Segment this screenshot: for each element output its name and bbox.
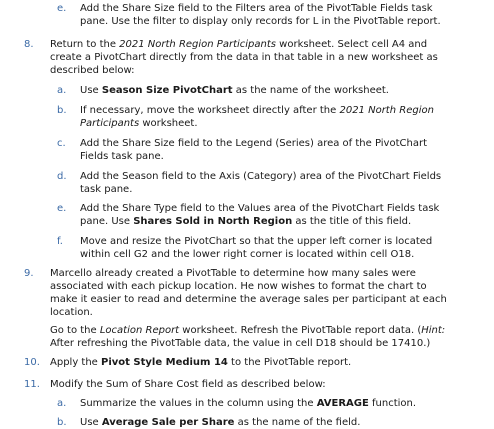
item-text	[80, 84, 470, 97]
item-number: e.	[57, 3, 67, 14]
italic-term: 2021 North Region Participants	[119, 39, 276, 50]
item-number: e.	[57, 203, 67, 214]
text-line: Add the Season field to the Axis (Category) area of the PivotChart Fields	[80, 171, 442, 182]
text-line: Marcello already created a PivotTable to determine how many sales were	[50, 268, 416, 279]
bold-term: Pivot Style Medium 14	[101, 357, 228, 368]
italic-term: Hint:	[421, 325, 446, 336]
item-text	[80, 170, 470, 196]
text-line: Fields task pane.	[80, 151, 164, 162]
text-line: within cell G2 and the lower right corner is located within cell O18.	[80, 249, 415, 260]
item-number: 9.	[24, 268, 34, 279]
item-text	[80, 235, 470, 261]
text-line: Modify the Sum of Share Cost field as described below:	[50, 379, 326, 390]
item-number: a.	[57, 85, 67, 96]
text-line: task pane.	[80, 184, 133, 195]
item-number: 8.	[24, 39, 34, 50]
text-line: pane. Use the filter to display only records for L in the PivotTable report.	[80, 16, 441, 27]
text-line: Summarize the values in the column using the AVERAGE function.	[80, 398, 417, 409]
item-number: b.	[57, 417, 67, 428]
item-number: 11.	[24, 379, 40, 390]
text-line: pane. Use Shares Sold in North Region as the title of this field.	[80, 216, 412, 227]
italic-term: Location Report	[99, 325, 180, 336]
item-number: f.	[57, 236, 63, 247]
item-number: a.	[57, 398, 67, 409]
item-text	[80, 397, 470, 410]
item-text	[80, 202, 470, 228]
item-number: c.	[57, 138, 66, 149]
text-line: Use Average Sale per Share as the name of the field.	[80, 417, 361, 428]
text-line: make it easier to read and determine the average sales per participant at each	[50, 294, 447, 305]
item-text	[50, 324, 470, 350]
text-line: location.	[50, 307, 93, 318]
bold-term: Average Sale per Share	[101, 417, 235, 428]
text-line: After refreshing the PivotTable data, the value in cell D18 should be 17410.)	[50, 338, 431, 349]
item-number: b.	[57, 105, 67, 116]
text-line: Go to the Location Report worksheet. Refresh the PivotTable report data. (Hint:	[50, 325, 446, 336]
text-line: Add the Share Size field to the Legend (Series) area of the PivotChart	[80, 138, 427, 149]
text-line: Use Season Size PivotChart as the name of the worksheet.	[80, 85, 389, 96]
text-line: Add the Share Type field to the Values area of the PivotChart Fields task	[80, 203, 440, 214]
text-line: create a PivotChart directly from the data in that table in a new worksheet as	[50, 52, 438, 63]
text-line: associated with each pickup location. He now wishes to format the chart to	[50, 281, 427, 292]
item-text	[80, 416, 470, 429]
item-text	[50, 267, 470, 319]
text-line: Apply the Pivot Style Medium 14 to the PivotTable report.	[50, 357, 352, 368]
item-text	[50, 356, 470, 369]
item-number: d.	[57, 171, 67, 182]
item-number: 10.	[24, 357, 40, 368]
item-text	[50, 38, 470, 77]
item-text	[80, 137, 470, 163]
item-text	[50, 378, 470, 391]
italic-term: 2021 North Region	[339, 105, 434, 116]
item-text	[80, 104, 470, 130]
text-line: Participants worksheet.	[80, 118, 198, 129]
item-text	[80, 2, 470, 28]
bold-term: Shares Sold in North Region	[133, 216, 293, 227]
italic-term: Participants	[80, 118, 140, 129]
text-line: Add the Share Size field to the Filters area of the PivotTable Fields task	[80, 3, 433, 14]
text-line: described below:	[50, 65, 135, 76]
text-line: Move and resize the PivotChart so that the upper left corner is located	[80, 236, 433, 247]
bold-term: AVERAGE	[316, 398, 369, 409]
bold-term: Season Size PivotChart	[101, 85, 233, 96]
text-line: If necessary, move the worksheet directly after the 2021 North Region	[80, 105, 434, 116]
text-line: Return to the 2021 North Region Participants worksheet. Select cell A4 and	[50, 39, 428, 50]
